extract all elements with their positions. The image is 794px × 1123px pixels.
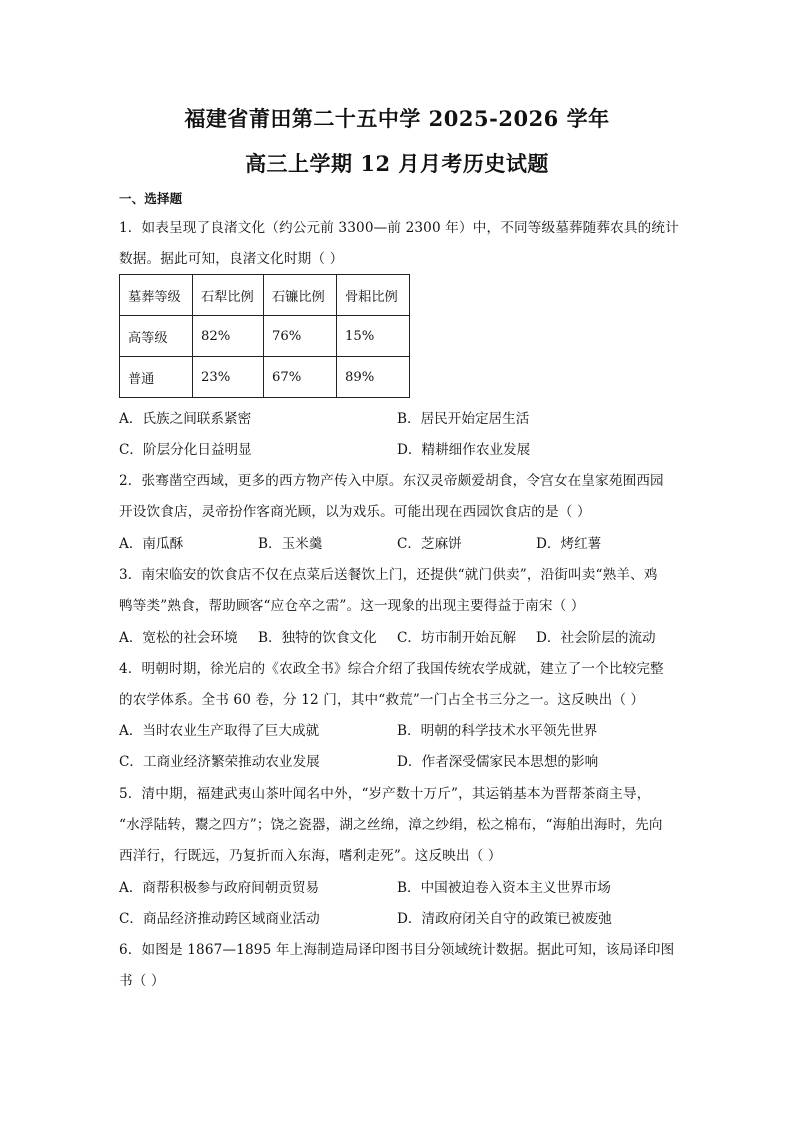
q6-stem-line: 6．如图是 1867—1895 年上海制造局译印图书目分领域统计数据。据此可知，该局译印图: [119, 942, 675, 958]
q4-stem-line: 4．明朝时期，徐光启的《农政全书》综合介绍了我国传统农学成就，建立了一个比较完整: [119, 661, 664, 677]
q1-option-a[interactable]: A．氏族之间联系紧密: [119, 411, 252, 427]
q2-stem-line: 2．张骞凿空西域，更多的西方物产传入中原。东汉灵帝颇爱胡食，令宫女在皇家苑囿西园: [119, 473, 664, 489]
q3-stem-line: 鸭等类”熟食，帮助顾客“应仓卒之需”。这一现象的出现主要得益于南宋（ ）: [119, 598, 585, 614]
q6-stem-line: 书（ ）: [119, 973, 165, 989]
exam-title-line2: 高三上学期 12 月月考历史试题: [245, 151, 549, 176]
q3-option-a[interactable]: A．宽松的社会环境: [119, 630, 238, 646]
q1-option-c[interactable]: C．阶层分化日益明显: [119, 442, 252, 458]
q3-option-b[interactable]: B．独特的饮食文化: [258, 630, 377, 646]
q5-option-c[interactable]: C．商品经济推动跨区域商业活动: [119, 911, 320, 927]
q5-option-b[interactable]: B．中国被迫卷入资本主义世界市场: [397, 880, 611, 896]
q1-stem-line: 数据。据此可知，良渚文化时期（ ）: [119, 251, 344, 267]
q5-stem-line: 5．清中期，福建武夷山茶叶闻名中外，“岁产数十万斤”，其运销基本为晋帮茶商主导，: [119, 786, 651, 802]
q3-stem-line: 3．南宋临安的饮食店不仅在点菜后送餐饮上门，还提供“就门供卖”，沿街叫卖“熟羊、鸡: [119, 567, 658, 583]
q2-stem-line: 开设饮食店，灵帝扮作客商光顾，以为戏乐。可能出现在西园饮食店的是（ ）: [119, 504, 591, 520]
table-cell: 普通: [120, 357, 193, 398]
q5-option-d[interactable]: D．清政府闭关自守的政策已被废弛: [397, 911, 612, 927]
table-header-cell: 石犁比例: [193, 275, 264, 316]
q3-option-d[interactable]: D．社会阶层的流动: [536, 630, 656, 646]
table-cell: 76%: [264, 316, 337, 357]
q2-option-b[interactable]: B．玉米羹: [258, 536, 323, 552]
section-heading: 一、选择题: [119, 191, 183, 206]
table-cell: 67%: [264, 357, 337, 398]
table-row: [120, 316, 410, 357]
q4-option-d[interactable]: D．作者深受儒家民本思想的影响: [397, 754, 599, 770]
q1-option-d[interactable]: D．精耕细作农业发展: [397, 442, 531, 458]
q4-option-b[interactable]: B．明朝的科学技术水平领先世界: [397, 723, 598, 739]
exam-title-line1: 福建省莆田第二十五中学 2025-2026 学年: [184, 106, 610, 131]
q3-option-c[interactable]: C．坊市制开始瓦解: [397, 630, 517, 646]
table-row: [120, 357, 410, 398]
q1-data-table: [119, 274, 410, 398]
q2-option-c[interactable]: C．芝麻饼: [397, 536, 462, 552]
q5-option-a[interactable]: A．商帮积极参与政府间朝贡贸易: [119, 880, 320, 896]
table-header-cell: 骨耜比例: [337, 275, 410, 316]
q2-option-d[interactable]: D．烤红薯: [536, 536, 602, 552]
table-header-cell: 石镰比例: [264, 275, 337, 316]
table-cell: 15%: [337, 316, 410, 357]
q2-option-a[interactable]: A．南瓜酥: [119, 536, 184, 552]
q5-stem-line: 西洋行，行既远，乃复折而入东海，嗜利走死”。这反映出（ ）: [119, 848, 502, 864]
table-cell: 89%: [337, 357, 410, 398]
table-cell: 高等级: [120, 316, 193, 357]
q4-option-a[interactable]: A．当时农业生产取得了巨大成就: [119, 723, 320, 739]
q1-stem-line: 1．如表呈现了良渚文化（约公元前 3300—前 2300 年）中，不同等级墓葬随葬农具的统计: [119, 220, 679, 236]
q4-stem-line: 的农学体系。全书 60 卷，分 12 门，其中“救荒”一门占全书三分之一。这反映出（ ）: [119, 692, 645, 708]
table-header-cell: 墓葬等级: [120, 275, 193, 316]
q5-stem-line: “水浮陆转，鬻之四方”；饶之瓷器，湖之丝绵，漳之纱绢，松之棉布，“海舶出海时，先向: [119, 817, 663, 833]
table-cell: 82%: [193, 316, 264, 357]
table-header-row: [120, 275, 410, 316]
q4-option-c[interactable]: C．工商业经济繁荣推动农业发展: [119, 754, 320, 770]
table-cell: 23%: [193, 357, 264, 398]
q1-option-b[interactable]: B．居民开始定居生活: [397, 411, 530, 427]
